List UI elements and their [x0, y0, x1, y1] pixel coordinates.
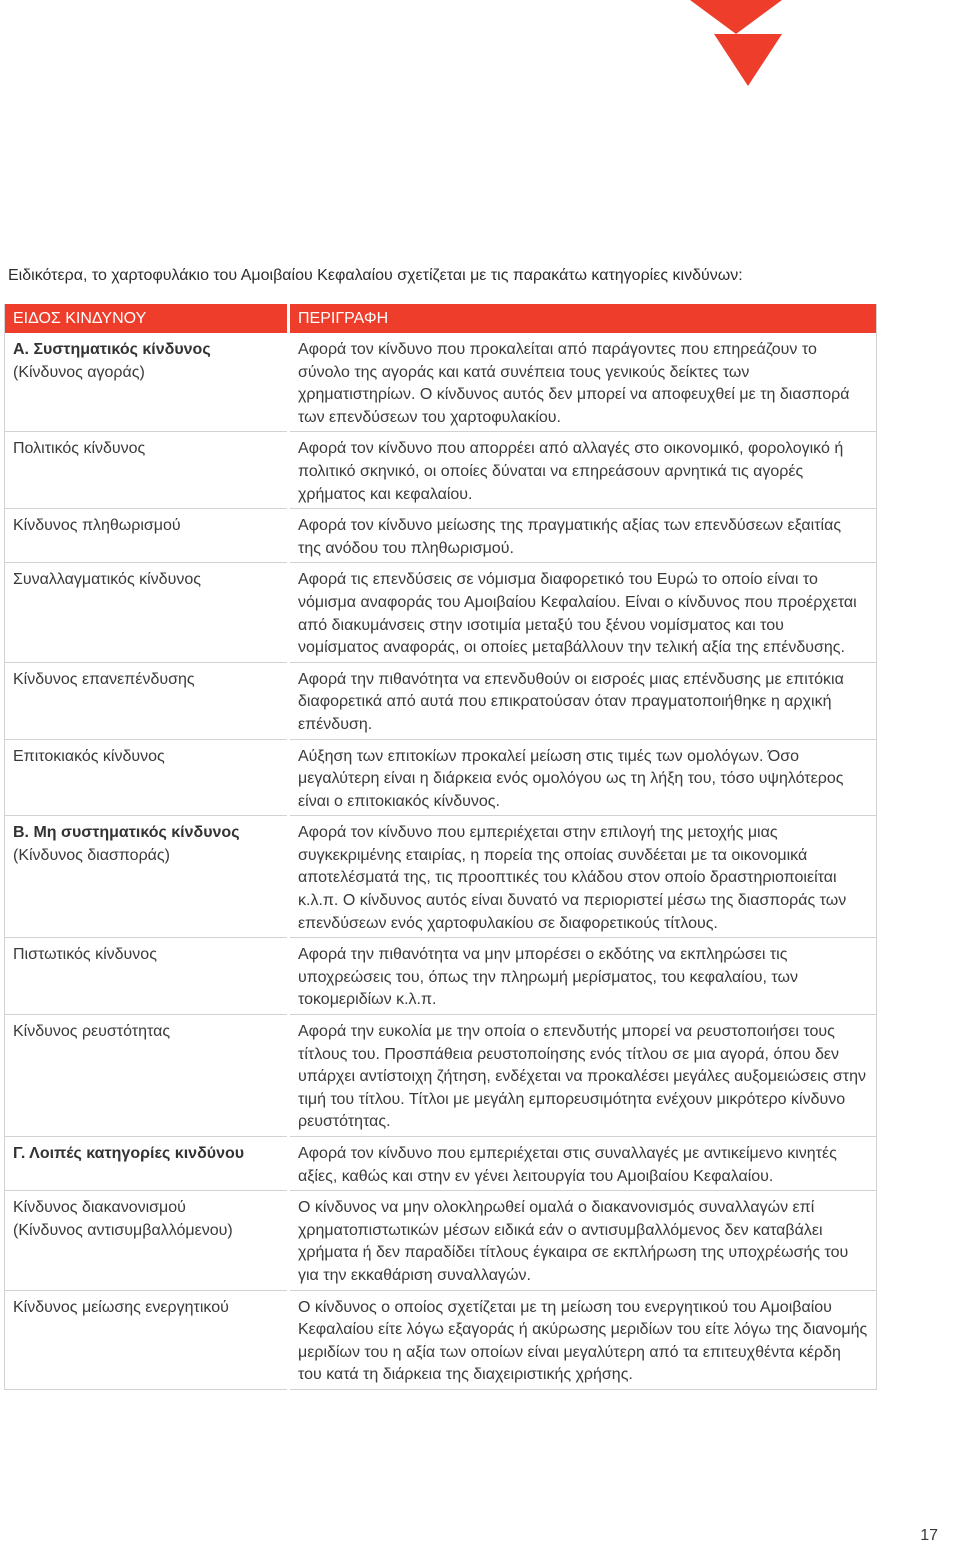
table-row [5, 1290, 877, 1389]
risk-type-name: Επιτοκιακός κίνδυνος [13, 747, 165, 765]
risk-type-name: Α. Συστηματικός κίνδυνος [13, 341, 211, 358]
table-row [5, 816, 877, 938]
table-row [5, 1191, 877, 1290]
risk-description: Αφορά τον κίνδυνο που προκαλείται από παράγοντες που επηρεάζουν το σύνολο της αγοράς και κατά συνέπεια τους γενικούς δείκτες των χρηματιστηρίων. Ο κίνδυνος αυτός δεν μπορεί να αποφευχθεί με τη διασπορά των επενδύσεων του χαρτοφυλακίου. [289, 333, 877, 432]
risk-rows [5, 333, 877, 1389]
table-row [5, 1137, 877, 1191]
risk-type-cell [5, 1290, 289, 1389]
risk-description: Αφορά τον κίνδυνο που απορρέει από αλλαγές στο οικονομικό, φορολογικό ή πολιτικό σκηνικό, οι οποίες δύναται να επηρεάσουν αρνητικά τις αγορές χρήματος και κεφαλαίου. [289, 432, 877, 509]
risk-description: Ο κίνδυνος ο οποίος σχετίζεται με τη μείωση του ενεργητικού του Αμοιβαίου Κεφαλαίου είτε λόγω εξαγοράς ή ακύρωσης μεριδίων του είτε λόγω της διανομής μεριδίων του η αξία των οποίων είναι μεγαλύτερη από τα επιτευχθέντα κέρδη του κατά τη διάρκεια της διαχειριστικής χρήσης. [289, 1290, 877, 1389]
table-row [5, 739, 877, 816]
risk-type-cell [5, 1015, 289, 1137]
risk-type-cell [5, 739, 289, 816]
risk-description: Αύξηση των επιτοκίων προκαλεί μείωση στις τιμές των ομολόγων. Όσο μεγαλύτερη είναι η διάρκεια ενός ομολόγου ως τη λήξη του, τόσο υψηλότερος είναι ο επιτοκιακός κίνδυνος. [289, 739, 877, 816]
risk-type-name: Κίνδυνος διακανονισμού [13, 1199, 186, 1217]
risk-type-name: Πιστωτικός κίνδυνος [13, 946, 157, 964]
table-row [5, 1015, 877, 1137]
intro-text: Ειδικότερα, το χαρτοφυλάκιο του Αμοιβαίου Κεφαλαίου σχετίζεται με τις παρακάτω κατηγορίες κινδύνων: [8, 267, 743, 284]
risk-type-cell [5, 509, 289, 563]
table-row [5, 432, 877, 509]
risk-type-subtitle: (Κίνδυνος διασποράς) [13, 846, 170, 864]
risk-type-name: Συναλλαγματικός κίνδυνος [13, 571, 201, 589]
risk-type-name: Γ. Λοιπές κατηγορίες κινδύνου [13, 1145, 245, 1162]
risk-type-cell [5, 563, 289, 662]
table-row [5, 563, 877, 662]
table-row [5, 333, 877, 432]
risk-type-name: Κίνδυνος ρευστότητας [13, 1023, 171, 1041]
header-description: ΠΕΡΙΓΡΑΦΗ [289, 304, 877, 333]
risk-type-name: Β. Μη συστηματικός κίνδυνος [13, 824, 240, 842]
risk-table [4, 304, 877, 1390]
risk-type-name: Κίνδυνος μείωσης ενεργητικού [13, 1298, 229, 1316]
table-row [5, 938, 877, 1015]
risk-type-cell [5, 333, 289, 432]
risk-type-name: Κίνδυνος πληθωρισμού [13, 517, 181, 535]
risk-type-subtitle: (Κίνδυνος αντισυμβαλλόμενου) [13, 1221, 233, 1239]
risk-description: Ο κίνδυνος να μην ολοκληρωθεί ομαλά ο διακανονισμός συναλλαγών επί χρηματοπιστωτικών μέσων ειδικά εάν ο αντισυμβαλλόμενος δεν καταβάλει χρήματα ή δεν παραδίδει τίτλους έγκαιρα σε εκπλήρωση της υποχρέωσής του για την εκκαθάριση συναλλαγών. [289, 1191, 877, 1290]
header-risk-type: ΕΙΔΟΣ ΚΙΝΔΥΝΟΥ [5, 304, 289, 333]
table-row [5, 662, 877, 739]
table-row [5, 509, 877, 563]
risk-type-cell [5, 432, 289, 509]
risk-type-name: Κίνδυνος επανεπένδυσης [13, 670, 195, 688]
risk-type-subtitle: (Κίνδυνος αγοράς) [13, 363, 145, 381]
risk-description: Αφορά τον κίνδυνο μείωσης της πραγματικής αξίας των επενδύσεων εξαιτίας της ανόδου του πληθωρισμού. [289, 509, 877, 563]
page-number: 17 [920, 1527, 938, 1544]
risk-type-cell [5, 662, 289, 739]
brand-chevron-logo [690, 0, 790, 90]
risk-description: Αφορά την ευκολία με την οποία ο επενδυτής μπορεί να ρευστοποιήσει τους τίτλους του. Προσπάθεια ρευστοποίησης ενός τίτλου σε μια αγορά, όπου δεν υπάρχει αντίστοιχη ζήτηση, ενδέχεται να προκαλέσει μεγάλες αυξομειώσεις στην τιμή του τίτλου. Τίτλοι με μεγάλη εμπορευσιμότητα ενέχουν μικρότερο κίνδυνο ρευστότητας. [289, 1015, 877, 1137]
risk-description: Αφορά την πιθανότητα να μην μπορέσει ο εκδότης να εκπληρώσει τις υποχρεώσεις του, όπως την πληρωμή μερίσματος, του κεφαλαίου, των τοκομεριδίων κ.λ.π. [289, 938, 877, 1015]
risk-type-cell [5, 1137, 289, 1191]
risk-type-name: Πολιτικός κίνδυνος [13, 440, 146, 458]
risk-description: Αφορά τον κίνδυνο που εμπεριέχεται στις συναλλαγές με αντικείμενο κινητές αξίες, καθώς και στην εν γένει λειτουργία του Αμοιβαίου Κεφαλαίου. [289, 1137, 877, 1191]
risk-type-cell [5, 938, 289, 1015]
table-header-row [5, 304, 877, 333]
risk-description: Αφορά την πιθανότητα να επενδυθούν οι εισροές μιας επένδυσης με επιτόκια διαφορετικά από αυτά που επικρατούσαν όταν πραγματοποιήθηκε η αρχική επένδυση. [289, 662, 877, 739]
risk-type-cell [5, 1191, 289, 1290]
risk-type-cell [5, 816, 289, 938]
risk-description: Αφορά τον κίνδυνο που εμπεριέχεται στην επιλογή της μετοχής μιας συγκεκριμένης εταιρίας, η πορεία της οποίας συνδέεται με τα οικονομικά αποτελέσματά της, τις προοπτικές του κλάδου στον οποίο δραστηριοποιείται κ.λ.π. Ο κίνδυνος αυτός είναι δυνατό να περιοριστεί μέσω της διασποράς των επενδύσεων ενός χαρτοφυλακίου σε διαφορετικούς τίτλους. [289, 816, 877, 938]
risk-description: Αφορά τις επενδύσεις σε νόμισμα διαφορετικό του Ευρώ το οποίο είναι το νόμισμα αναφοράς του Αμοιβαίου Κεφαλαίου. Είναι ο κίνδυνος που προέρχεται από διακυμάνσεις στην ισοτιμία μεταξύ του ξένου νομίσματος και του νομίσματος αναφοράς, οι οποίες μεταβάλλουν την τελική αξία της επένδυσης. [289, 563, 877, 662]
